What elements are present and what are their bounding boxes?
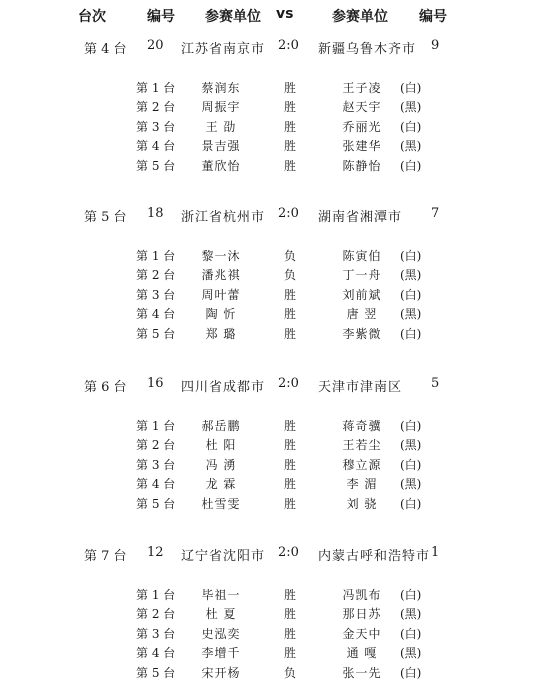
match-score: 2:0 xyxy=(278,38,299,53)
stone-color: (白) xyxy=(400,326,422,341)
game-result: 胜 xyxy=(284,326,297,341)
player-right: 金天中 xyxy=(342,626,382,641)
team-unit-right: 内蒙古呼和浩特市 xyxy=(318,549,431,564)
player-right: 那日苏 xyxy=(342,607,382,622)
stone-color: (白) xyxy=(400,626,422,641)
game-row xyxy=(0,604,550,623)
game-board: 第 4 台 xyxy=(136,646,176,661)
game-result: 胜 xyxy=(284,438,297,453)
stone-color: (黑) xyxy=(400,139,422,154)
game-result: 胜 xyxy=(284,119,297,134)
game-board: 第 3 台 xyxy=(136,457,176,472)
team-number-left: 20 xyxy=(147,38,164,53)
stone-color: (黑) xyxy=(400,307,422,322)
match-summary-row xyxy=(0,204,550,226)
game-board: 第 5 台 xyxy=(136,665,176,680)
player-right: 刘 骁 xyxy=(346,496,378,511)
stone-color: (白) xyxy=(400,158,422,173)
game-result: 胜 xyxy=(284,419,297,433)
team-number-right: 5 xyxy=(431,376,440,391)
game-result: 胜 xyxy=(284,626,297,641)
game-result: 胜 xyxy=(284,100,297,115)
game-result: 胜 xyxy=(284,588,297,602)
player-left: 冯 湧 xyxy=(205,457,237,472)
player-left: 潘兆祺 xyxy=(201,268,241,283)
game-result: 负 xyxy=(284,268,297,283)
game-board: 第 5 台 xyxy=(136,496,176,511)
stone-color: (白) xyxy=(400,457,422,472)
match-block xyxy=(0,543,550,682)
stone-color: (黑) xyxy=(400,268,422,283)
player-right: 李 湄 xyxy=(346,477,378,492)
stone-color: (黑) xyxy=(400,477,422,492)
match-board: 第 5 台 xyxy=(84,210,127,225)
game-result: 胜 xyxy=(284,477,297,492)
player-left: 毕祖一 xyxy=(201,588,241,602)
game-result: 胜 xyxy=(284,139,297,154)
game-row xyxy=(0,136,550,155)
match-score: 2:0 xyxy=(278,206,299,221)
game-row xyxy=(0,156,550,175)
game-result: 胜 xyxy=(284,457,297,472)
game-row xyxy=(0,585,550,604)
player-left: 蔡润东 xyxy=(201,81,241,95)
player-right: 冯凯布 xyxy=(342,588,382,602)
player-right: 丁一舟 xyxy=(342,268,382,283)
stone-color: (白) xyxy=(400,419,422,433)
game-row xyxy=(0,324,550,343)
game-row xyxy=(0,117,550,136)
player-right: 张建华 xyxy=(342,139,382,154)
game-board: 第 4 台 xyxy=(136,307,176,322)
stone-color: (白) xyxy=(400,249,422,263)
match-summary-row xyxy=(0,374,550,396)
team-unit-left: 四川省成都市 xyxy=(181,380,266,395)
game-board: 第 4 台 xyxy=(136,139,176,154)
game-row xyxy=(0,663,550,682)
match-block xyxy=(0,204,550,343)
player-left: 周振宇 xyxy=(201,100,241,115)
game-row xyxy=(0,494,550,513)
game-row xyxy=(0,643,550,662)
stone-color: (黑) xyxy=(400,438,422,453)
game-result: 胜 xyxy=(284,607,297,622)
player-left: 郝岳鹏 xyxy=(201,419,241,433)
team-number-right: 1 xyxy=(431,545,440,560)
game-board: 第 1 台 xyxy=(136,249,176,263)
team-unit-left: 辽宁省沈阳市 xyxy=(181,549,266,564)
game-row xyxy=(0,455,550,474)
match-summary-row xyxy=(0,36,550,58)
player-right: 陈静怡 xyxy=(342,158,382,173)
game-board: 第 4 台 xyxy=(136,477,176,492)
player-left: 王 劭 xyxy=(205,119,237,134)
team-number-left: 18 xyxy=(147,206,164,221)
match-summary-row xyxy=(0,543,550,565)
game-row xyxy=(0,265,550,284)
game-board: 第 1 台 xyxy=(136,588,176,602)
header-unit-right: 参赛单位 xyxy=(332,9,388,25)
game-row xyxy=(0,624,550,643)
game-row xyxy=(0,78,550,97)
stone-color: (黑) xyxy=(400,646,422,661)
team-unit-left: 江苏省南京市 xyxy=(181,42,266,57)
team-number-right: 7 xyxy=(431,206,440,221)
game-board: 第 2 台 xyxy=(136,100,176,115)
game-result: 胜 xyxy=(284,307,297,322)
game-row xyxy=(0,474,550,493)
player-right: 李紫微 xyxy=(342,326,382,341)
game-row xyxy=(0,97,550,116)
match-board: 第 7 台 xyxy=(84,549,127,564)
stone-color: (白) xyxy=(400,81,422,95)
player-right: 唐 翌 xyxy=(346,307,378,322)
game-board: 第 3 台 xyxy=(136,287,176,302)
player-left: 陶 忻 xyxy=(205,307,237,322)
game-row xyxy=(0,435,550,454)
player-left: 宋开杨 xyxy=(201,665,241,680)
player-left: 李增千 xyxy=(201,646,241,661)
team-number-left: 16 xyxy=(147,376,164,391)
player-left: 杜雪雯 xyxy=(201,496,241,511)
player-right: 王若尘 xyxy=(342,438,382,453)
stone-color: (黑) xyxy=(400,100,422,115)
game-row xyxy=(0,304,550,323)
match-score: 2:0 xyxy=(278,545,299,560)
header-number-left: 编号 xyxy=(147,9,175,25)
game-result: 胜 xyxy=(284,81,297,95)
player-right: 通 嘎 xyxy=(346,646,378,661)
player-left: 史泓奕 xyxy=(201,626,241,641)
player-right: 王子凌 xyxy=(342,81,382,95)
game-board: 第 3 台 xyxy=(136,119,176,134)
team-unit-left: 浙江省杭州市 xyxy=(181,210,266,225)
match-board: 第 6 台 xyxy=(84,380,127,395)
stone-color: (白) xyxy=(400,287,422,302)
game-result: 胜 xyxy=(284,158,297,173)
player-left: 景吉强 xyxy=(201,139,241,154)
team-number-left: 12 xyxy=(147,545,164,560)
game-row xyxy=(0,246,550,265)
game-board: 第 5 台 xyxy=(136,326,176,341)
stone-color: (白) xyxy=(400,119,422,134)
team-unit-right: 新疆乌鲁木齐市 xyxy=(318,42,417,57)
stone-color: (白) xyxy=(400,496,422,511)
game-list xyxy=(0,246,550,343)
player-left: 郑 璐 xyxy=(205,326,237,341)
game-board: 第 2 台 xyxy=(136,268,176,283)
player-right: 乔丽光 xyxy=(342,119,382,134)
header-number-right: 编号 xyxy=(419,9,447,25)
game-result: 胜 xyxy=(284,287,297,302)
match-block xyxy=(0,374,550,513)
player-left: 董欣怡 xyxy=(201,158,241,173)
table-header xyxy=(0,6,550,28)
game-result: 负 xyxy=(284,249,297,263)
player-left: 黎一沐 xyxy=(201,249,241,263)
game-board: 第 5 台 xyxy=(136,158,176,173)
player-right: 张一先 xyxy=(342,665,382,680)
match-block xyxy=(0,36,550,175)
game-result: 负 xyxy=(284,665,297,680)
game-result: 胜 xyxy=(284,646,297,661)
player-right: 刘前斌 xyxy=(342,287,382,302)
game-board: 第 1 台 xyxy=(136,419,176,433)
match-board: 第 4 台 xyxy=(84,42,127,57)
game-list xyxy=(0,585,550,682)
game-row xyxy=(0,285,550,304)
player-right: 陈寅伯 xyxy=(342,249,382,263)
stone-color: (白) xyxy=(400,665,422,680)
game-list xyxy=(0,78,550,175)
header-board: 台次 xyxy=(78,9,106,25)
player-right: 穆立源 xyxy=(342,457,382,472)
header-unit-left: 参赛单位 xyxy=(205,9,261,25)
player-left: 杜 夏 xyxy=(205,607,237,622)
team-unit-right: 湖南省湘潭市 xyxy=(318,210,403,225)
game-list xyxy=(0,416,550,513)
player-left: 龙 霖 xyxy=(205,477,237,492)
team-unit-right: 天津市津南区 xyxy=(318,380,403,395)
player-right: 蒋奇骥 xyxy=(342,419,382,433)
game-board: 第 2 台 xyxy=(136,607,176,622)
match-score: 2:0 xyxy=(278,376,299,391)
stone-color: (黑) xyxy=(400,607,422,622)
game-result: 胜 xyxy=(284,496,297,511)
team-number-right: 9 xyxy=(431,38,440,53)
player-right: 赵天宇 xyxy=(342,100,382,115)
player-left: 周叶蕾 xyxy=(201,287,241,302)
stone-color: (白) xyxy=(400,588,422,602)
game-board: 第 2 台 xyxy=(136,438,176,453)
game-board: 第 3 台 xyxy=(136,626,176,641)
game-row xyxy=(0,416,550,435)
game-board: 第 1 台 xyxy=(136,81,176,95)
player-left: 杜 阳 xyxy=(205,438,237,453)
header-vs: vs xyxy=(276,6,294,22)
